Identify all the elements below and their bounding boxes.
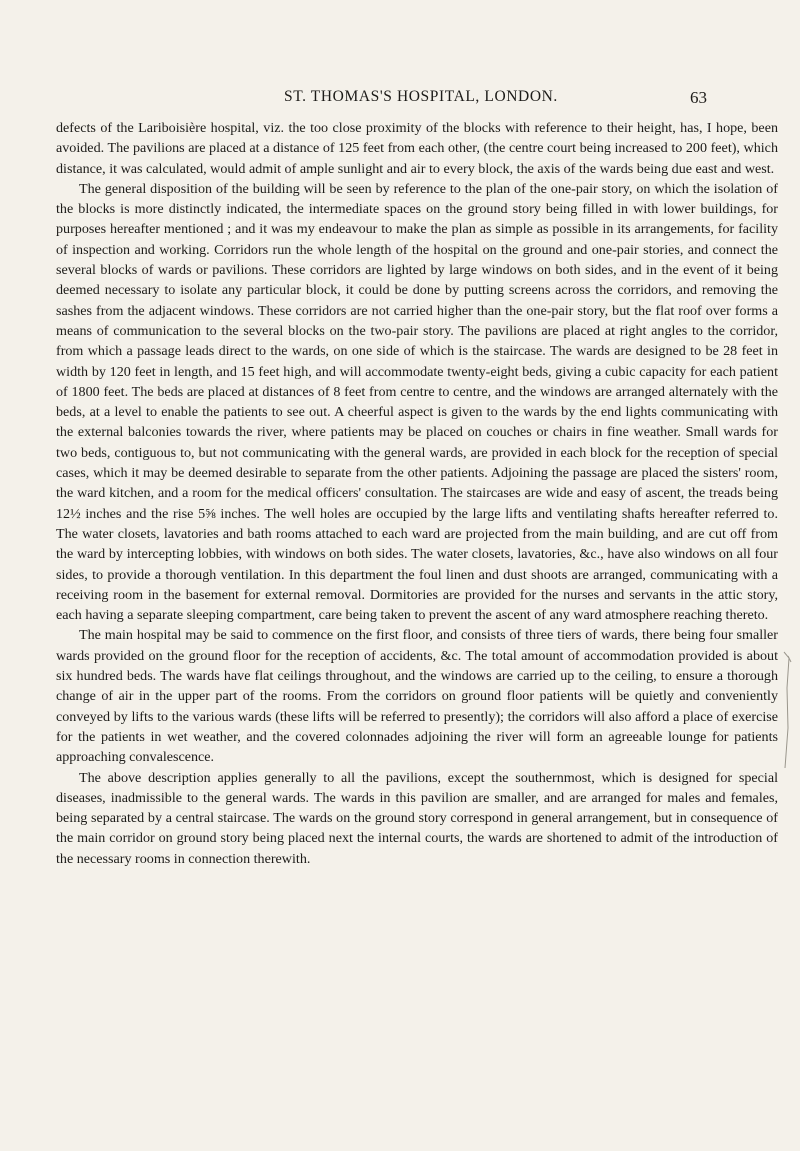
running-head (0, 88, 800, 112)
running-head-title: ST. THOMAS'S HOSPITAL, LONDON. (284, 88, 558, 105)
page-number: 63 (690, 88, 707, 107)
body-text (56, 118, 778, 869)
paragraph-3: The main hospital may be said to commence on the first floor, and consists of three tiers of wards, there being four smaller wards provided on the ground floor for the reception of accidents, &c. The total amount of accommodation provided is about six hundred beds. The wards have flat ceilings throughout, and the windows are carried up to the ceiling, to ensure a thorough change of air in the upper part of the rooms. From the corridors on ground floor patients will be quietly and conveniently conveyed by lifts to the various wards (these lifts will be referred to presently); the corridors will also afford a place of exercise for the patients in wet weather, and the covered colonnades adjoining the river will form an agreeable lounge for patients approaching convalescence. (56, 627, 778, 766)
margin-pencil-mark (782, 648, 794, 776)
paragraph-1: defects of the Lariboisière hospital, viz. the too close proximity of the blocks with reference to their height, has, I hope, been avoided. The pavilions are placed at a distance of 125 feet from each other, (the centre court being increased to 200 feet), which distance, it was calculated, would admit of ample sunlight and air to every block, the axis of the wards being due east and west. (56, 120, 778, 177)
paragraph-4: The above description applies generally to all the pavilions, except the southernmost, which is designed for special diseases, inadmissible to the general wards. The wards in this pavilion are smaller, and are arranged for males and females, being separated by a central staircase. The wards on the ground story correspond in general arrangement, but in consequence of the main corridor on ground story being placed next the internal courts, the wards are shortened to admit of the introduction of the necessary rooms in connection therewith. (56, 769, 778, 867)
paragraph-2: The general disposition of the building will be seen by reference to the plan of the one-pair story, on which the isolation of the blocks is more distinctly indicated, the intermediate spaces on the ground story being filled in with lower buildings, for purposes hereafter mentioned ; and it was my endeavour to make the plan as simple as possible in its arrangements, for facility of inspection and working. Corridors run the whole length of the hospital on the ground and one-pair stories, and connect the several blocks of wards or pavilions. These corridors are lighted by large windows on both sides, and in the event of it being deemed necessary to isolate any particular block, it could be done by putting screens across the corridors, and removing the sashes from the adjacent windows. These corridors are not carried higher than the one-pair story, but the flat roof over forms a means of communication to the several blocks on the two-pair story. The pavilions are placed at right angles to the corridor, from which a passage leads direct to the wards, on one side of which is the staircase. The wards are designed to be 28 feet in width by 120 feet in length, and 15 feet high, and will accommodate twenty-eight beds, giving a cubic capacity for each patient of 1800 feet. The beds are placed at distances of 8 feet from centre to centre, and the windows are arranged alternately with the beds, at a level to enable the patients to see out. A cheerful aspect is given to the wards by the end lights communicating with the external balconies towards the river, where patients may be placed on couches or chairs in fine weather. Small wards for two beds, contiguous to, but not communicating with the general wards, are provided in each block for the reception of special cases, which it may be deemed desirable to separate from the other patients. Adjoining the passage are placed the sisters' room, the ward kitchen, and a room for the medical officers' consultation. The staircases are wide and easy of ascent, the treads being 12½ inches and the rise 5⅝ inches. The well holes are occupied by the large lifts and ventilating shafts hereafter referred to. The water closets, lavatories and bath rooms attached to each ward are projected from the main building, and are cut off from the ward by intercepting lobbies, with windows on both sides. The water closets, lavatories, &c., have also windows on all four sides, to provide a thorough ventilation. In this department the foul linen and dust shoots are arranged, communicating with a receiving room in the basement for external removal. Dormitories are provided for the nurses and servants in the attic story, each having a separate sleeping compartment, care being taken to prevent the ascent of any ward atmosphere reaching thereto. (56, 180, 778, 624)
